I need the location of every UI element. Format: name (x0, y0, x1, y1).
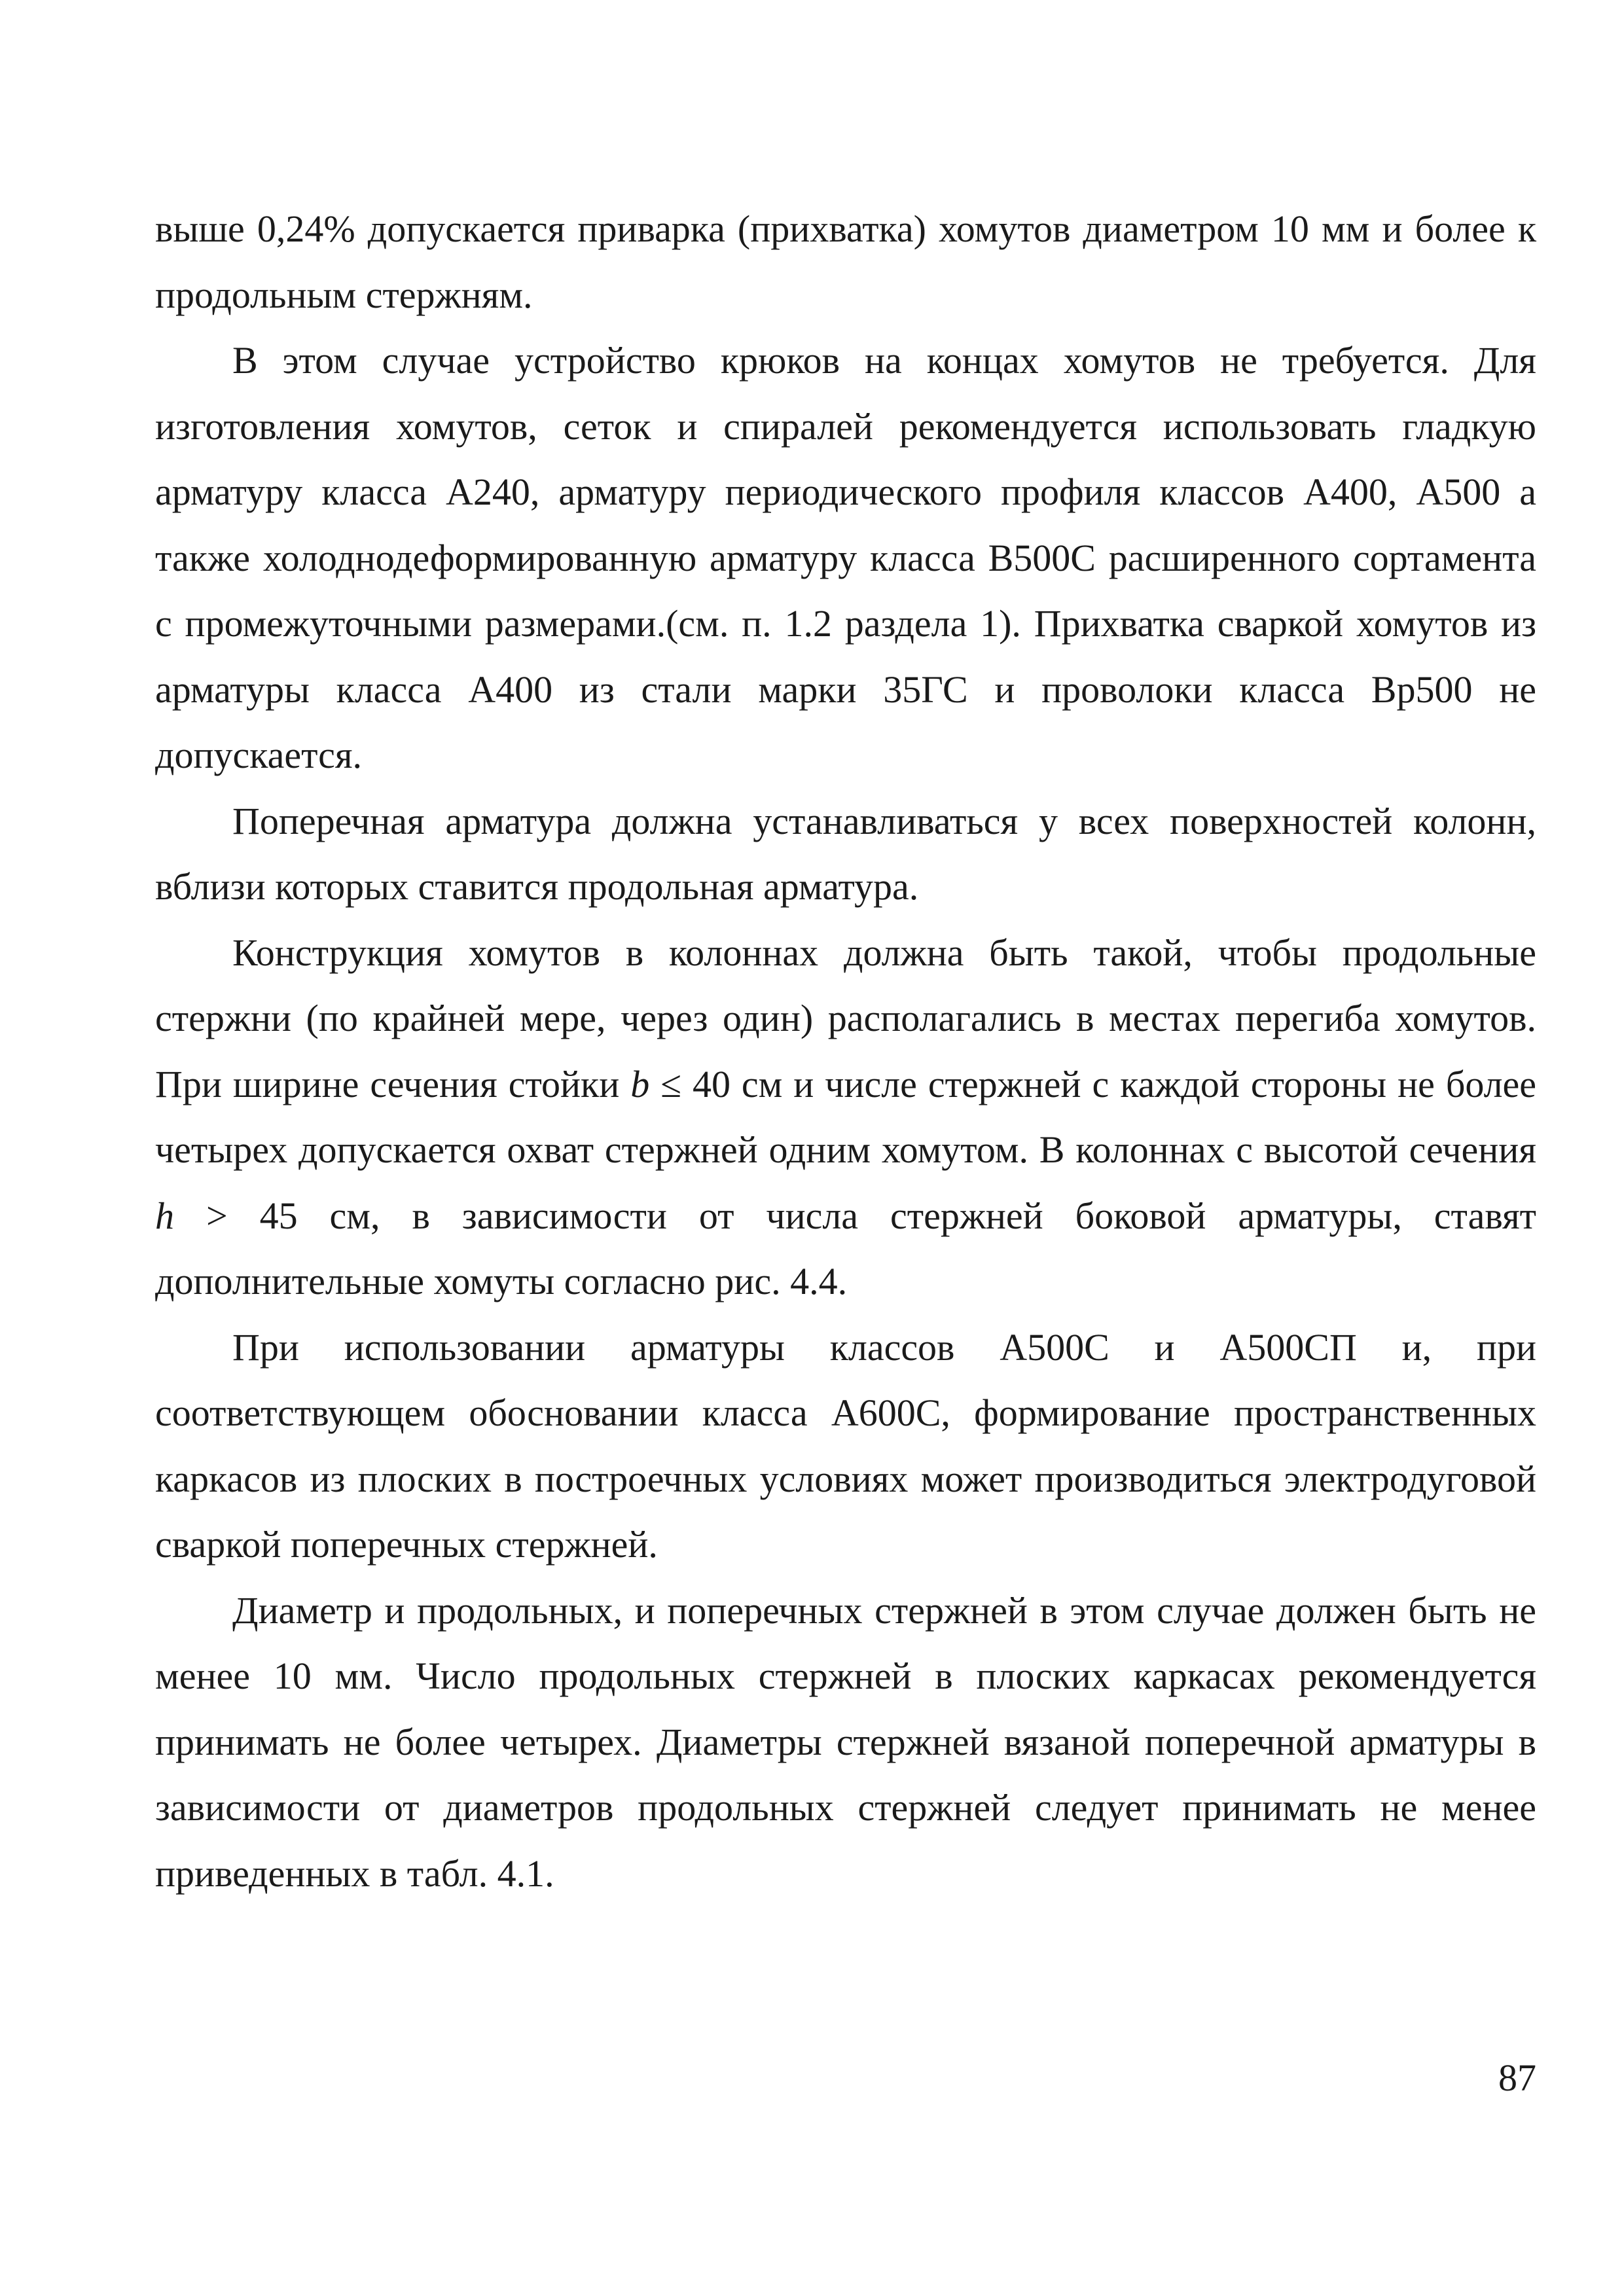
paragraph-bar-diameters: Диаметр и продольных, и поперечных стержней в этом случае должен быть не менее 10 мм. Число продольных стержней в плоских каркасах рекомендуется принимать не более четырех. Диаметры стержней вязаной поперечной арматуры в зависимости от диаметров продольных стержней следует принимать не менее приведенных в табл. 4.1. (155, 1588, 1536, 1895)
paragraph-stirrup-hooks: В этом случае устройство крюков на концах хомутов не требуется. Для изготовления хомутов, сеток и спиралей рекомендуется использовать гладкую арматуру класса А240, арматуру периодического профиля классов А400, А500 а также холоднодеформированную арматуру класса В500С расширенного сортамента с промежуточными размерами.(см. п. 1.2 раздела 1). Прихватка сваркой хомутов из арматуры класса А400 из стали марки 35ГС и проволоки класса Вр500 не допускается. (155, 339, 1536, 776)
variable-h: h (155, 1194, 174, 1237)
variable-b: b (630, 1062, 650, 1105)
paragraph-continuation: выше 0,24% допускается приварка (прихватка) хомутов диаметром 10 мм и более к продольным стержням. (155, 207, 1536, 316)
paragraph-stirrup-design-part2: ≤ 40 см и числе стержней с каждой стороны не более четырех допускается охват стержней одним хомутом. В колоннах с высотой сечения (155, 1062, 1536, 1171)
document-body (155, 196, 1536, 1907)
paragraph-transverse-reinforcement: Поперечная арматура должна устанавливаться у всех поверхностей колонн, вблизи которых ставится продольная арматура. (155, 799, 1536, 908)
paragraph-stirrup-design-part3: > 45 см, в зависимости от числа стержней боковой арматуры, ставят дополнительные хомуты согласно рис. 4.4. (155, 1194, 1536, 1302)
paragraph-spatial-frames: При использовании арматуры классов А500С и А500СП и, при соответствующем обосновании класса А600С, формирование пространственных каркасов из плоских в построечных условиях может производиться электродуговой сваркой поперечных стержней. (155, 1325, 1536, 1566)
page-number: 87 (1498, 2056, 1536, 2099)
paragraph-stirrup-design-part1: Конструкция хомутов в колоннах должна быть такой, чтобы продольные стержни (по крайней мере, через один) располагались в местах перегиба хомутов. При ширине сечения стойки (155, 931, 1536, 1105)
paragraph-stirrup-design (155, 920, 1536, 1315)
